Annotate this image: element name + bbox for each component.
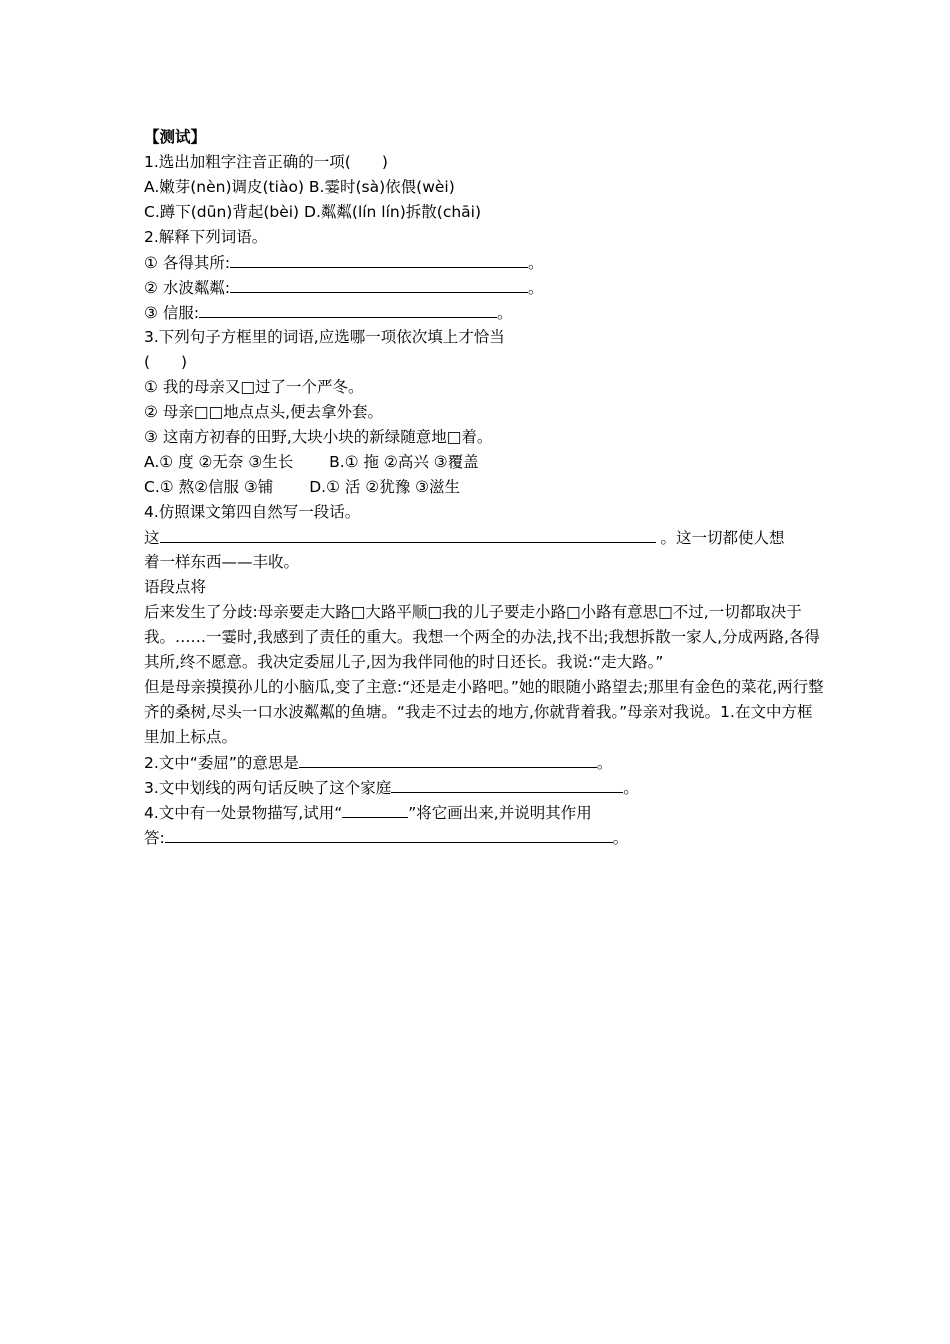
question-3-options-cd: C.① 熬②信服 ③铺 D.① 活 ②犹豫 ③滋生: [144, 478, 461, 496]
passage-question-2: [144, 750, 824, 775]
passage-paragraph-1: 后来发生了分歧:母亲要走大路□大路平顺□我的儿子要走小路□小路有意思□不过,一切都取决于我。……一霎时,我感到了责任的重大。我想一个两全的办法,找不出;我想拆散一家人,分成两路,各得其所,终不愿意。我决定委屈儿子,因为我伴同他的时日还长。我说:“走大路。”: [144, 603, 820, 671]
question-3-options-ab: A.① 度 ②无奈 ③生长 B.① 拖 ②高兴 ③覆盖: [144, 453, 479, 471]
item-label: ③ 信服:: [144, 304, 200, 322]
question-text-b: ”将它画出来,并说明其作用: [408, 804, 592, 822]
question-1-options-ab: A.嫩芽(nèn)调皮(tiào) B.霎时(sà)依偎(wèi): [144, 178, 455, 196]
passage-section-title: 语段点将: [144, 578, 207, 596]
question-3-sentence-2: ② 母亲□□地点点头,便去拿外套。: [144, 403, 384, 421]
question-3-paren: ( ): [144, 353, 188, 371]
period: 。: [528, 279, 544, 297]
period: 。: [623, 779, 639, 797]
worksheet: [144, 125, 824, 850]
answer-blank: [342, 800, 408, 818]
question-2-item-b: [144, 275, 824, 300]
section-heading: 【测试】: [144, 128, 207, 146]
answer-blank: [299, 750, 597, 768]
answer-blank: [391, 775, 623, 793]
item-label: ② 水波粼粼:: [144, 279, 231, 297]
question-2-item-c: [144, 300, 824, 325]
answer-blank: [199, 300, 497, 318]
question-text-a: 4.文中有一处景物描写,试用“: [144, 804, 343, 822]
period: 。: [528, 254, 544, 272]
question-3: 3.下列句子方框里的词语,应选哪一项依次填上才恰当: [144, 328, 505, 346]
period: 。: [612, 829, 629, 847]
question-4-fill: [144, 525, 824, 550]
question-2: 2.解释下列词语。: [144, 228, 268, 246]
answer-blank: [165, 825, 613, 843]
item-label: ① 各得其所:: [144, 254, 231, 272]
period: 。: [596, 754, 613, 772]
answer-label: 答:: [144, 829, 165, 847]
answer-blank: [160, 525, 656, 543]
question-1-options-cd: C.蹲下(dūn)背起(bèi) D.粼粼(lín lín)拆散(chāi): [144, 203, 482, 221]
passage-question-4: [144, 800, 824, 825]
question-3-sentence-1: ① 我的母亲又□过了一个严冬。: [144, 378, 364, 396]
question-4-continuation: 着一样东西——丰收。: [144, 553, 300, 571]
question-text: 3.文中划线的两句话反映了这个家庭: [144, 779, 392, 797]
answer-blank: [230, 275, 528, 293]
question-3-sentence-3: ③ 这南方初春的田野,大块小块的新绿随意地□着。: [144, 428, 493, 446]
passage-answer: [144, 825, 824, 850]
question-2-item-a: [144, 250, 824, 275]
question-4: 4.仿照课文第四自然写一段话。: [144, 503, 361, 521]
passage-question-3: [144, 775, 824, 800]
question-1: 1.选出加粗字注音正确的一项( ): [144, 153, 388, 171]
passage-paragraph-2: 但是母亲摸摸孙儿的小脑瓜,变了主意:“还是走小路吧。”她的眼随小路望去;那里有金色的菜花,两行整齐的桑树,尽头一口水波粼粼的鱼塘。“我走不过去的地方,你就背着我。”母亲对我说。1.在文中方框里加上标点。: [144, 678, 824, 746]
question-text: 2.文中“委屈”的意思是: [144, 754, 299, 772]
fill-end: 。这一切都使人想: [660, 529, 785, 547]
answer-blank: [230, 250, 528, 268]
period: 。: [497, 304, 513, 322]
fill-start: 这: [144, 529, 160, 547]
